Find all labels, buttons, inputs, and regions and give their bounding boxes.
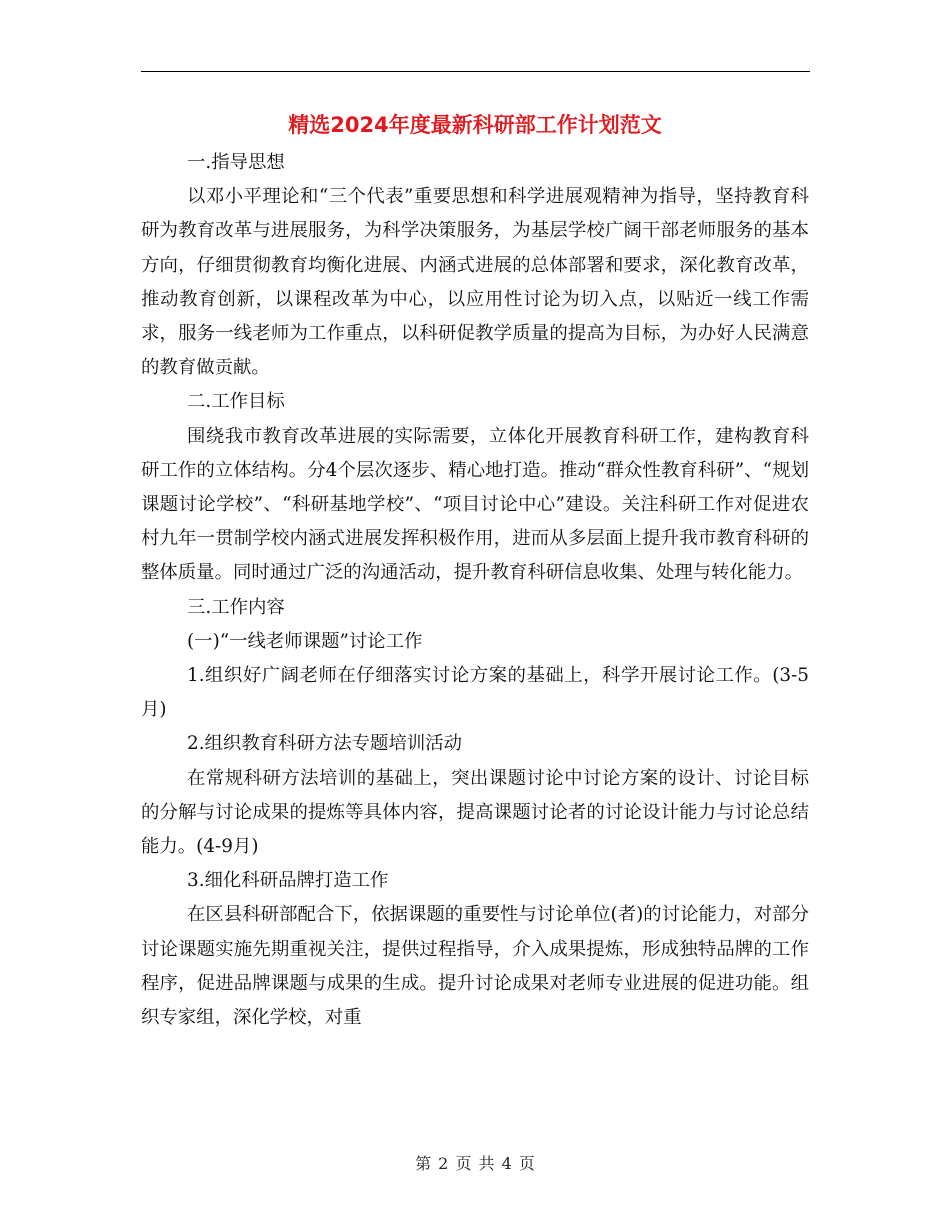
section-heading-work-goals: 二.工作目标 bbox=[187, 391, 285, 413]
page-footer: 第 2 页 共 4 页 bbox=[415, 1154, 535, 1173]
paragraph-work-goals: 围绕我市教育改革进展的实际需要，立体化开展教育科研工作，建构教育科研工作的立体结构。分4个层次逐步、精心地打造。推动“群众性教育科研”、“规划课题讨论学校”、“科研基地学校”、“项目讨论中心”建设。关注科研工作对促进农村九年一贯制学校内涵式进展发挥积极作用，进而从多层面上提升我市教育科研的整体质量。同时通过广泛的沟通活动，提升教育科研信息收集、处理与转化能力。 bbox=[141, 425, 809, 584]
document-body bbox=[141, 146, 809, 1035]
subsection-heading-teacher-topics: (一)“一线老师课题”讨论工作 bbox=[187, 630, 423, 652]
document-title: 精选2024年度最新科研部工作计划范文 bbox=[288, 113, 662, 137]
section-heading-guiding-ideology: 一.指导思想 bbox=[187, 152, 285, 173]
section-heading-work-content: 三.工作内容 bbox=[187, 596, 285, 618]
list-item-2: 2.组织教育科研方法专题培训活动 bbox=[187, 733, 463, 755]
paragraph-guiding-ideology: 以邓小平理论和“三个代表”重要思想和科学进展观精神为指导，坚持教育科研为教育改革与进展服务，为科学决策服务，为基层学校广阔干部老师服务的基本方向，仔细贯彻教育均衡化进展、内涵式进展的总体部署和要求，深化教育改革，推动教育创新，以课程改革为中心，以应用性讨论为切入点，以贴近一线工作需求，服务一线老师为工作重点，以科研促教学质量的提高为目标，为办好人民满意的教育做贡献。 bbox=[141, 186, 809, 379]
list-item-3: 3.细化科研品牌打造工作 bbox=[187, 870, 389, 892]
paragraph-brand-building: 在区县科研部配合下，依据课题的重要性与讨论单位(者)的讨论能力，对部分讨论课题实施先期重视关注，提供过程指导，介入成果提炼，形成独特品牌的工作程序，促进品牌课题与成果的生成。提升讨论成果对老师专业进展的促进功能。组织专家组，深化学校，对重 bbox=[141, 904, 809, 1029]
paragraph-method-training: 在常规科研方法培训的基础上，突出课题讨论中讨论方案的设计、讨论目标的分解与讨论成果的提炼等具体内容，提高课题讨论者的讨论设计能力与讨论总结能力。(4-9月) bbox=[141, 767, 809, 858]
list-item-1: 1.组织好广阔老师在仔细落实讨论方案的基础上，科学开展讨论工作。(3-5月) bbox=[141, 665, 809, 721]
header-rule bbox=[141, 71, 810, 72]
